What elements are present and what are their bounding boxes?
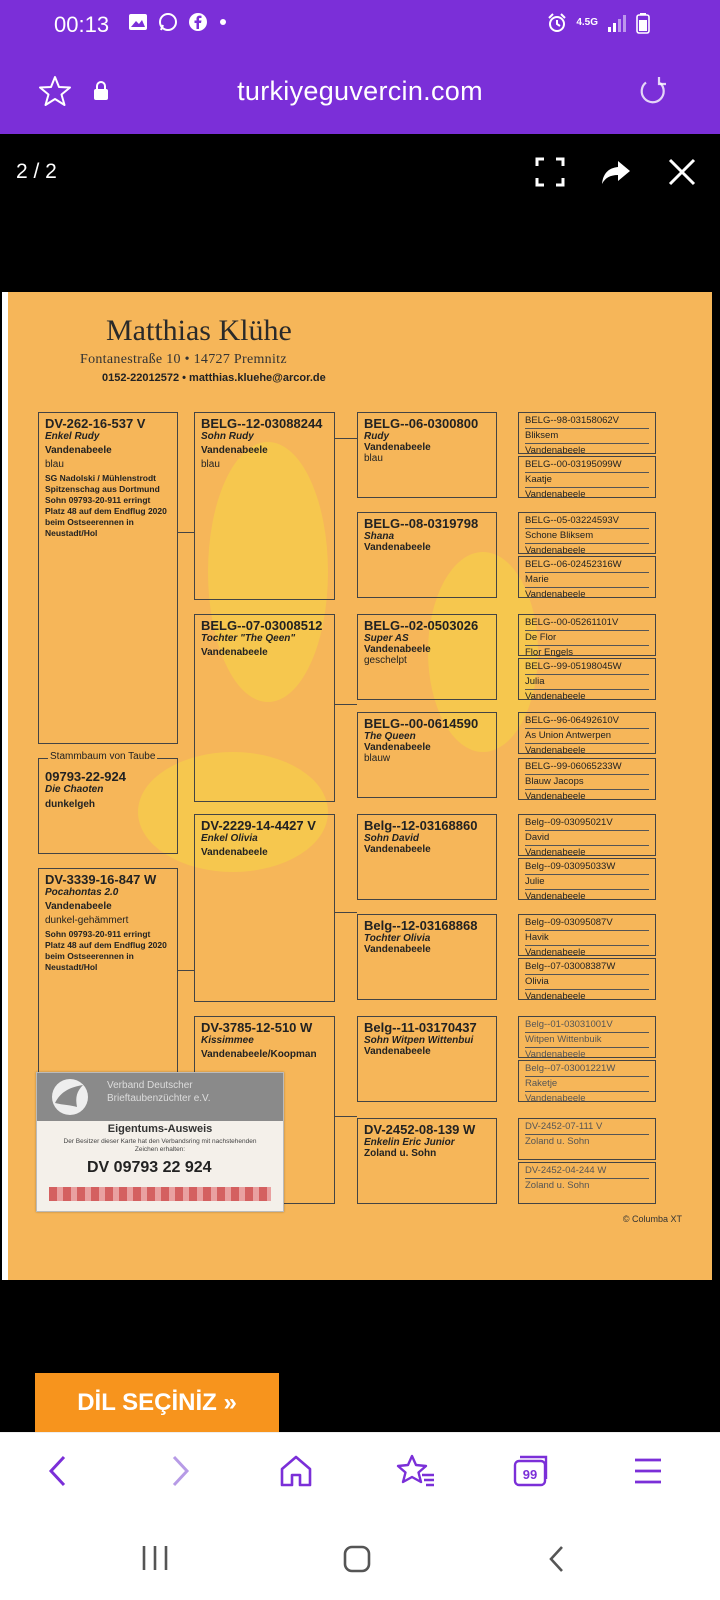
ggp-breed: Vandenabeele bbox=[364, 944, 431, 955]
g4-box bbox=[518, 1162, 656, 1204]
grandparent-name: Tochter "The Qeen" bbox=[201, 633, 296, 644]
grandparent-breed: Vandenabeele bbox=[201, 445, 268, 456]
g4-breed: Vandenabeele bbox=[525, 891, 586, 902]
menu-icon[interactable] bbox=[632, 1453, 664, 1494]
connector-line bbox=[335, 1116, 357, 1117]
g4-breed: Vandenabeele bbox=[525, 445, 586, 456]
ggp-color: geschelpt bbox=[364, 655, 407, 666]
connector-line bbox=[178, 532, 194, 533]
pigeon-logo-icon bbox=[47, 1077, 93, 1117]
home-icon[interactable] bbox=[278, 1453, 314, 1494]
g4-breed: Vandenabeele bbox=[525, 847, 586, 858]
forward-icon[interactable] bbox=[164, 1453, 194, 1494]
subject-name: Die Chaoten bbox=[45, 784, 104, 795]
tabs-icon[interactable] bbox=[512, 1453, 550, 1494]
bookmarks-icon[interactable] bbox=[396, 1453, 436, 1494]
g4-breed: Flor Engels bbox=[525, 647, 574, 658]
g4-box bbox=[518, 858, 656, 900]
alarm-icon bbox=[546, 12, 568, 34]
connector-line bbox=[335, 912, 357, 913]
great-grandparent-box bbox=[357, 914, 497, 1000]
g4-breed: Vandenabeele bbox=[525, 791, 586, 802]
ggp-name: Tochter Olivia bbox=[364, 933, 431, 944]
g4-box bbox=[518, 412, 656, 454]
owner-name: Matthias Klühe bbox=[106, 314, 292, 347]
mother-note: Sohn 09793-20-911 erringt Platz 48 auf dem Endflug 2020 beim Ostseerennen in Neustadt/Hol bbox=[45, 929, 167, 972]
ggp-name: Sohn Witpen Wittenbui bbox=[364, 1035, 474, 1046]
home-button-icon[interactable] bbox=[342, 1544, 372, 1579]
g4-ring: Belg--09-03095021V bbox=[525, 816, 649, 831]
g4-breed: Vandenabeele bbox=[525, 589, 586, 600]
mother-color: dunkel-gehämmert bbox=[45, 915, 129, 926]
g4-box bbox=[518, 658, 656, 700]
g4-name: Julia bbox=[525, 675, 649, 690]
g4-breed: Vandenabeele bbox=[525, 745, 586, 756]
father-name: Enkel Rudy bbox=[45, 431, 100, 442]
ggp-breed: Vandenabeele bbox=[364, 844, 431, 855]
image-counter: 2 / 2 bbox=[16, 160, 57, 183]
stammbaum-label: Stammbaum von Taube bbox=[50, 751, 156, 762]
father-note: SG Nadolski / Mühlenstrodt Spitzenschag aus Dortmund Sohn 09793-20-911 erringt Platz 48 auf dem Endflug 2020 beim Ostseerennen in Neustadt/Hol bbox=[45, 473, 167, 538]
g4-box bbox=[518, 1118, 656, 1160]
g4-ring: BELG--05-03224593V bbox=[525, 514, 649, 529]
g4-breed: Vandenabeele bbox=[525, 545, 586, 556]
pedigree-document bbox=[2, 292, 712, 1280]
g4-box bbox=[518, 1016, 656, 1058]
svg-text:99: 99 bbox=[522, 1467, 538, 1482]
ggp-ring: Belg--12-03168860 bbox=[364, 818, 478, 833]
back-icon[interactable] bbox=[44, 1453, 74, 1494]
g4-ring: BELG--00-05261101V bbox=[525, 616, 649, 631]
father-breed: Vandenabeele bbox=[45, 445, 112, 456]
subject-box bbox=[38, 758, 178, 854]
card-org-line2: Brieftaubenzüchter e.V. bbox=[107, 1093, 211, 1104]
g4-ring: DV-2452-04-244 W bbox=[525, 1164, 649, 1179]
ggp-ring: Belg--12-03168868 bbox=[364, 918, 478, 933]
g4-breed: Vandenabeele bbox=[525, 1049, 586, 1060]
g4-breed: Vandenabeele bbox=[525, 1093, 586, 1104]
card-org-line1: Verband Deutscher bbox=[107, 1080, 193, 1091]
g4-ring: Belg--09-03095087V bbox=[525, 916, 649, 931]
copyright: © Columba XT bbox=[622, 1214, 682, 1224]
great-grandparent-box bbox=[357, 1016, 497, 1102]
g4-ring: Belg--01-03031001V bbox=[525, 1018, 649, 1033]
g4-ring: BELG--99-06065233W bbox=[525, 760, 649, 775]
g4-name: Witpen Wittenbuik bbox=[525, 1033, 649, 1048]
g4-name: Zoland u. Sohn bbox=[525, 1136, 590, 1147]
url-text[interactable]: turkiyeguvercin.com bbox=[237, 76, 483, 106]
system-status bbox=[546, 12, 650, 34]
notification-icons bbox=[128, 12, 228, 32]
great-grandparent-box bbox=[357, 512, 497, 598]
ggp-color: blauw bbox=[364, 753, 391, 764]
great-grandparent-box bbox=[357, 814, 497, 900]
status-time: 00:13 bbox=[54, 12, 110, 37]
ggp-breed: Vandenabeele bbox=[364, 742, 431, 753]
ggp-name: Shana bbox=[364, 531, 395, 542]
g4-box bbox=[518, 758, 656, 800]
g4-box bbox=[518, 712, 656, 754]
g4-ring: BELG--99-05198045W bbox=[525, 660, 649, 675]
mother-breed: Vandenabeele bbox=[45, 901, 112, 912]
g4-breed: Vandenabeele bbox=[525, 991, 586, 1002]
dot-icon bbox=[218, 12, 228, 32]
great-grandparent-box bbox=[357, 614, 497, 700]
card-header bbox=[37, 1073, 283, 1121]
owner-contact: 0152-22012572 • matthias.kluehe@arcor.de bbox=[102, 372, 326, 384]
g4-name: Zoland u. Sohn bbox=[525, 1180, 590, 1191]
grandparent-ring: BELG--12-03088244 bbox=[201, 416, 323, 431]
g4-ring: Belg--09-03095033W bbox=[525, 860, 649, 875]
ggp-breed: Vandenabeele bbox=[364, 542, 431, 553]
g4-name: Julie bbox=[525, 875, 649, 890]
browser-url-bar bbox=[0, 52, 720, 134]
share-arrow-icon[interactable] bbox=[600, 156, 632, 188]
whatsapp-icon bbox=[158, 12, 178, 32]
g4-box bbox=[518, 512, 656, 554]
g4-box bbox=[518, 1060, 656, 1102]
card-title: Eigentums-Ausweis bbox=[107, 1123, 213, 1135]
connector-line bbox=[335, 438, 357, 439]
g4-box bbox=[518, 556, 656, 598]
fullscreen-icon[interactable] bbox=[534, 156, 566, 188]
grandparent-name: Kissimmee bbox=[201, 1035, 254, 1046]
ggp-ring: DV-2452-08-139 W bbox=[364, 1122, 476, 1137]
g4-name: David bbox=[525, 831, 649, 846]
g4-breed: Vandenabeele bbox=[525, 691, 586, 702]
g4-name: De Flor bbox=[525, 631, 649, 646]
ggp-name: Super AS bbox=[364, 633, 409, 644]
g4-box bbox=[518, 958, 656, 1000]
ggp-name: The Queen bbox=[364, 731, 416, 742]
connector-line bbox=[178, 970, 194, 971]
g4-name: As Union Antwerpen bbox=[525, 729, 649, 744]
battery-icon bbox=[636, 12, 650, 34]
great-grandparent-box bbox=[357, 712, 497, 798]
ggp-ring: Belg--11-03170437 bbox=[364, 1020, 477, 1035]
g4-breed: Vandenabeele bbox=[525, 489, 586, 500]
ggp-name: Rudy bbox=[364, 431, 389, 442]
g4-ring: Belg--07-03001221W bbox=[525, 1062, 649, 1077]
grandparent-color: blau bbox=[201, 459, 220, 470]
g4-name: Bliksem bbox=[525, 429, 649, 444]
viewer-actions bbox=[534, 156, 698, 188]
facebook-icon bbox=[188, 12, 208, 32]
g4-box bbox=[518, 614, 656, 656]
g4-box bbox=[518, 914, 656, 956]
mother-name: Pocahontas 2.0 bbox=[45, 887, 119, 898]
ggp-name: Sohn David bbox=[364, 833, 420, 844]
grandparent-box bbox=[194, 814, 335, 1002]
g4-name: Raketje bbox=[525, 1077, 649, 1092]
grandparent-ring: DV-2229-14-4427 V bbox=[201, 818, 316, 833]
gallery-icon bbox=[128, 12, 148, 32]
great-grandparent-box bbox=[357, 412, 497, 498]
subject-ring: 09793-22-924 bbox=[45, 769, 126, 784]
father-box bbox=[38, 412, 178, 744]
father-ring: DV-262-16-537 V bbox=[45, 416, 146, 431]
g4-name: Blauw Jacops bbox=[525, 775, 649, 790]
grandparent-breed: Vandenabeele bbox=[201, 847, 268, 858]
g4-box bbox=[518, 456, 656, 498]
g4-name: Marie bbox=[525, 573, 649, 588]
ggp-breed: Vandenabeele bbox=[364, 442, 431, 453]
g4-box bbox=[518, 814, 656, 856]
ggp-ring: BELG--06-0300800 bbox=[364, 416, 479, 431]
grandparent-name: Enkel Olivia bbox=[201, 833, 258, 844]
system-nav-bar bbox=[0, 1516, 720, 1600]
g4-name: Schone Bliksem bbox=[525, 529, 649, 544]
card-pattern-strip bbox=[49, 1187, 271, 1201]
system-back-icon[interactable] bbox=[546, 1544, 568, 1579]
card-number: DV 09793 22 924 bbox=[87, 1159, 212, 1176]
card-org bbox=[107, 1079, 211, 1105]
card-small-text: Der Besitzer dieser Karte hat den Verbandsring mit nachstehenden Zeichen erhalten: bbox=[63, 1138, 257, 1153]
grandparent-ring: BELG--07-03008512 bbox=[201, 618, 323, 633]
signal-icon bbox=[606, 13, 628, 33]
reload-icon[interactable] bbox=[636, 74, 670, 113]
connector-line bbox=[335, 704, 357, 705]
recent-apps-icon[interactable] bbox=[140, 1544, 170, 1577]
ggp-ring: BELG--02-0503026 bbox=[364, 618, 479, 633]
status-bar bbox=[0, 0, 720, 52]
subject-color: dunkelgeh bbox=[45, 799, 96, 810]
ggp-breed: Zoland u. Sohn bbox=[364, 1148, 437, 1159]
grandparent-name: Sohn Rudy bbox=[201, 431, 254, 442]
image-viewer-header bbox=[0, 134, 720, 294]
grandparent-box bbox=[194, 412, 335, 600]
ggp-breed: Vandenabeele bbox=[364, 1046, 431, 1057]
ggp-name: Enkelin Eric Junior bbox=[364, 1137, 455, 1148]
grandparent-breed: Vandenabeele/Koopman bbox=[201, 1049, 317, 1060]
g4-ring: BELG--06-02452316W bbox=[525, 558, 649, 573]
g4-name: Kaatje bbox=[525, 473, 649, 488]
browser-nav-bar bbox=[0, 1432, 720, 1516]
close-icon[interactable] bbox=[666, 156, 698, 188]
grandparent-breed: Vandenabeele bbox=[201, 647, 268, 658]
g4-ring: DV-2452-07-111 V bbox=[525, 1120, 649, 1135]
language-select-button[interactable]: DİL SEÇİNİZ » bbox=[35, 1373, 279, 1433]
g4-name: Havik bbox=[525, 931, 649, 946]
grandparent-ring: DV-3785-12-510 W bbox=[201, 1020, 313, 1035]
g4-ring: BELG--98-03158062V bbox=[525, 414, 649, 429]
ownership-card bbox=[36, 1072, 284, 1212]
ggp-ring: BELG--08-0319798 bbox=[364, 516, 479, 531]
g4-breed: Vandenabeele bbox=[525, 947, 586, 958]
owner-address: Fontanestraße 10 • 14727 Premnitz bbox=[80, 352, 287, 367]
ggp-breed: Vandenabeele bbox=[364, 644, 431, 655]
network-type: 4.5G bbox=[576, 17, 598, 28]
ggp-color: blau bbox=[364, 453, 383, 464]
father-color: blau bbox=[45, 459, 64, 470]
mother-ring: DV-3339-16-847 W bbox=[45, 872, 157, 887]
g4-ring: BELG--00-03195099W bbox=[525, 458, 649, 473]
great-grandparent-box bbox=[357, 1118, 497, 1204]
g4-ring: Belg--07-03008387W bbox=[525, 960, 649, 975]
g4-name: Olivia bbox=[525, 975, 649, 990]
g4-ring: BELG--96-06492610V bbox=[525, 714, 649, 729]
ggp-ring: BELG--00-0614590 bbox=[364, 716, 479, 731]
grandparent-box bbox=[194, 614, 335, 802]
